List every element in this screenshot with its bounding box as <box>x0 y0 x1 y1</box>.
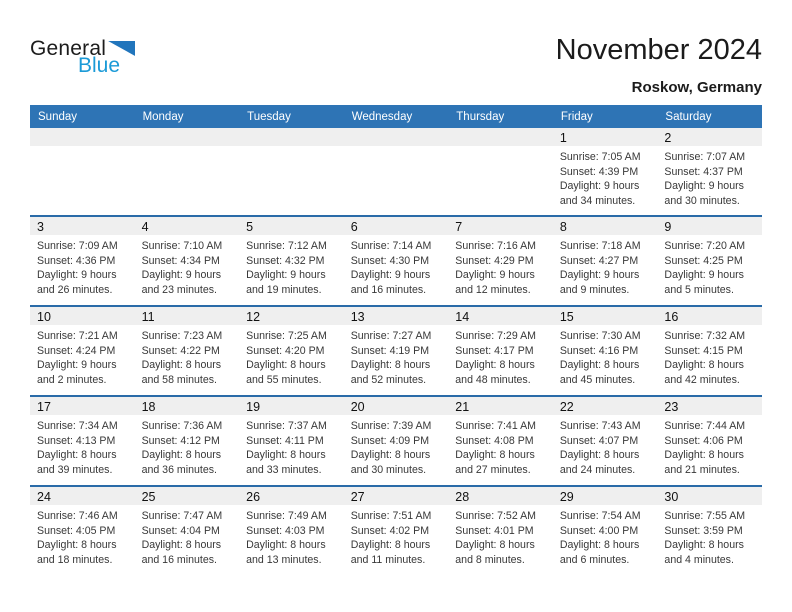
sunrise-text: Sunrise: 7:47 AM <box>141 510 223 522</box>
sunset-text: Sunset: 4:24 PM <box>37 344 116 357</box>
date-number: 9 <box>664 220 672 234</box>
date-band <box>657 128 762 146</box>
daylight-text: Daylight: 8 hours and 48 minutes. <box>455 359 535 386</box>
sunrise-text: Sunrise: 7:39 AM <box>350 420 432 432</box>
sunrise-text: Sunrise: 7:32 AM <box>664 330 746 342</box>
sunrise-text: Sunrise: 7:23 AM <box>141 330 223 342</box>
date-number: 8 <box>559 220 567 234</box>
day-details <box>239 325 344 387</box>
date-number: 13 <box>350 310 365 324</box>
date-number: 17 <box>37 400 51 414</box>
date-number: 6 <box>350 220 358 234</box>
daylight-text: Daylight: 8 hours and 27 minutes. <box>455 449 535 476</box>
day-cell-28 <box>448 487 553 575</box>
date-band <box>448 128 553 146</box>
sunset-text: Sunset: 4:01 PM <box>455 524 534 537</box>
page-title: November 2024 <box>555 34 762 66</box>
sunset-text: Sunset: 4:16 PM <box>559 344 639 357</box>
day-details <box>553 415 658 477</box>
day-details <box>344 235 449 297</box>
date-band <box>553 397 658 415</box>
daylight-text: Daylight: 9 hours and 23 minutes. <box>141 269 222 296</box>
date-number: 20 <box>350 400 365 414</box>
sunset-text: Sunset: 4:22 PM <box>141 344 220 357</box>
day-details <box>135 235 240 297</box>
sunrise-text: Sunrise: 7:05 AM <box>559 151 641 163</box>
day-details <box>553 235 658 297</box>
sunset-text: Sunset: 4:02 PM <box>350 524 430 537</box>
day-cell-1 <box>553 128 658 215</box>
sunset-text: Sunset: 4:05 PM <box>37 524 116 537</box>
daylight-text: Daylight: 8 hours and 36 minutes. <box>141 449 222 476</box>
sunrise-text: Sunrise: 7:43 AM <box>559 420 641 432</box>
day-cell-9 <box>657 217 762 305</box>
date-band <box>448 487 553 505</box>
day-cell-4 <box>135 217 240 305</box>
date-band <box>448 397 553 415</box>
day-cell-15 <box>553 307 658 395</box>
daylight-text: Daylight: 8 hours and 8 minutes. <box>455 539 535 566</box>
weeks-container <box>30 128 762 575</box>
day-cell-empty <box>448 128 553 215</box>
week-row-2 <box>30 215 762 305</box>
weekday-header-saturday: Saturday <box>665 110 712 123</box>
daylight-text: Daylight: 8 hours and 58 minutes. <box>141 359 222 386</box>
day-cell-18 <box>135 397 240 485</box>
date-number: 16 <box>664 310 679 324</box>
date-band <box>657 217 762 235</box>
sunset-text: Sunset: 4:07 PM <box>559 434 639 447</box>
date-number: 27 <box>350 490 365 504</box>
sunrise-text: Sunrise: 7:36 AM <box>141 420 223 432</box>
day-details <box>553 325 658 387</box>
date-number: 28 <box>455 490 470 504</box>
day-details <box>657 325 762 387</box>
week-row-4 <box>30 395 762 485</box>
day-details <box>657 505 762 567</box>
day-details <box>344 415 449 477</box>
sunset-text: Sunset: 4:29 PM <box>455 254 534 267</box>
daylight-text: Daylight: 8 hours and 30 minutes. <box>350 449 431 476</box>
date-band <box>657 307 762 325</box>
day-cell-25 <box>135 487 240 575</box>
day-cell-2 <box>657 128 762 215</box>
sunset-text: Sunset: 4:39 PM <box>559 165 639 178</box>
sunrise-text: Sunrise: 7:20 AM <box>664 240 746 252</box>
date-band <box>135 217 240 235</box>
sunset-text: Sunset: 4:06 PM <box>664 434 743 447</box>
sunrise-text: Sunrise: 7:07 AM <box>664 151 746 163</box>
logo-text-blue: Blue <box>78 54 121 77</box>
sunrise-text: Sunrise: 7:44 AM <box>664 420 746 432</box>
day-details <box>30 325 135 387</box>
date-number: 18 <box>141 400 156 414</box>
daylight-text: Daylight: 9 hours and 5 minutes. <box>664 269 744 296</box>
calendar-grid <box>30 105 762 575</box>
day-cell-26 <box>239 487 344 575</box>
title-block <box>556 34 762 96</box>
day-cell-13 <box>344 307 449 395</box>
day-details <box>553 146 658 208</box>
date-band <box>344 487 449 505</box>
sunrise-text: Sunrise: 7:52 AM <box>455 510 536 522</box>
sunset-text: Sunset: 4:36 PM <box>37 254 116 267</box>
date-band <box>30 307 135 325</box>
sunrise-text: Sunrise: 7:41 AM <box>455 420 536 432</box>
daylight-text: Daylight: 8 hours and 16 minutes. <box>141 539 222 566</box>
day-details <box>448 415 553 477</box>
sunrise-text: Sunrise: 7:34 AM <box>37 420 118 432</box>
day-cell-empty <box>135 128 240 215</box>
date-number: 25 <box>141 490 156 504</box>
sunrise-text: Sunrise: 7:18 AM <box>559 240 641 252</box>
date-number: 30 <box>664 490 679 504</box>
sunset-text: Sunset: 4:32 PM <box>246 254 325 267</box>
day-cell-7 <box>448 217 553 305</box>
day-cell-10 <box>30 307 135 395</box>
day-details <box>448 505 553 567</box>
weekday-header-thursday: Thursday <box>456 110 505 123</box>
date-band <box>657 487 762 505</box>
date-number: 12 <box>246 310 261 324</box>
day-cell-empty <box>239 128 344 215</box>
sunset-text: Sunset: 4:04 PM <box>141 524 220 537</box>
daylight-text: Daylight: 9 hours and 34 minutes. <box>559 180 640 207</box>
sunrise-text: Sunrise: 7:54 AM <box>559 510 641 522</box>
date-band <box>135 487 240 505</box>
date-band <box>239 397 344 415</box>
day-details <box>239 415 344 477</box>
day-cell-17 <box>30 397 135 485</box>
date-number: 22 <box>559 400 574 414</box>
day-cell-6 <box>344 217 449 305</box>
day-cell-27 <box>344 487 449 575</box>
sunset-text: Sunset: 4:03 PM <box>246 524 325 537</box>
day-details <box>30 505 135 567</box>
sunrise-text: Sunrise: 7:12 AM <box>246 240 327 252</box>
daylight-text: Daylight: 8 hours and 55 minutes. <box>246 359 326 386</box>
date-number: 3 <box>37 220 44 234</box>
daylight-text: Daylight: 8 hours and 33 minutes. <box>246 449 326 476</box>
daylight-text: Daylight: 9 hours and 26 minutes. <box>37 269 117 296</box>
location-subtitle: Roskow, Germany <box>631 79 762 96</box>
day-cell-30 <box>657 487 762 575</box>
date-number: 26 <box>246 490 261 504</box>
weekday-header-wednesday: Wednesday <box>351 110 413 123</box>
sunrise-text: Sunrise: 7:27 AM <box>350 330 432 342</box>
date-band <box>553 128 658 146</box>
sunset-text: Sunset: 4:12 PM <box>141 434 220 447</box>
sunrise-text: Sunrise: 7:30 AM <box>559 330 641 342</box>
date-band <box>344 397 449 415</box>
date-number: 19 <box>246 400 261 414</box>
day-cell-16 <box>657 307 762 395</box>
date-band <box>135 307 240 325</box>
date-band <box>239 487 344 505</box>
date-number: 14 <box>455 310 470 324</box>
daylight-text: Daylight: 8 hours and 6 minutes. <box>559 539 640 566</box>
daylight-text: Daylight: 8 hours and 21 minutes. <box>664 449 744 476</box>
daylight-text: Daylight: 9 hours and 12 minutes. <box>455 269 535 296</box>
day-details <box>657 235 762 297</box>
date-number: 7 <box>455 220 463 234</box>
date-band <box>30 128 135 146</box>
sunset-text: Sunset: 4:17 PM <box>455 344 534 357</box>
date-number: 10 <box>37 310 51 324</box>
sunset-text: Sunset: 4:19 PM <box>350 344 430 357</box>
day-cell-21 <box>448 397 553 485</box>
sunrise-text: Sunrise: 7:29 AM <box>455 330 536 342</box>
daylight-text: Daylight: 9 hours and 2 minutes. <box>37 359 117 386</box>
daylight-text: Daylight: 8 hours and 42 minutes. <box>664 359 744 386</box>
date-number: 29 <box>559 490 574 504</box>
sunrise-text: Sunrise: 7:16 AM <box>455 240 536 252</box>
date-band <box>448 307 553 325</box>
date-number: 11 <box>141 310 155 324</box>
date-band <box>30 217 135 235</box>
date-band <box>553 217 658 235</box>
weekday-header-friday: Friday <box>560 110 593 123</box>
general-blue-logo <box>30 38 150 75</box>
daylight-text: Daylight: 9 hours and 16 minutes. <box>350 269 431 296</box>
day-details <box>344 325 449 387</box>
sunset-text: Sunset: 4:30 PM <box>350 254 430 267</box>
sunset-text: Sunset: 4:25 PM <box>664 254 743 267</box>
weekday-header-tuesday: Tuesday <box>247 110 291 123</box>
sunrise-text: Sunrise: 7:14 AM <box>350 240 432 252</box>
date-number: 5 <box>246 220 254 234</box>
weekday-header-monday: Monday <box>142 110 184 123</box>
date-number: 24 <box>37 490 51 504</box>
daylight-text: Daylight: 8 hours and 24 minutes. <box>559 449 640 476</box>
date-band <box>239 307 344 325</box>
sunset-text: Sunset: 4:27 PM <box>559 254 639 267</box>
sunset-text: Sunset: 4:37 PM <box>664 165 743 178</box>
day-cell-5 <box>239 217 344 305</box>
day-details <box>553 505 658 567</box>
day-details <box>135 415 240 477</box>
sunrise-text: Sunrise: 7:51 AM <box>350 510 432 522</box>
sunset-text: Sunset: 4:20 PM <box>246 344 325 357</box>
daylight-text: Daylight: 8 hours and 11 minutes. <box>350 539 431 566</box>
date-band <box>553 307 658 325</box>
date-band <box>239 128 344 146</box>
day-cell-8 <box>553 217 658 305</box>
day-cell-empty <box>30 128 135 215</box>
daylight-text: Daylight: 8 hours and 39 minutes. <box>37 449 117 476</box>
date-band <box>657 397 762 415</box>
daylight-text: Daylight: 8 hours and 45 minutes. <box>559 359 640 386</box>
day-cell-24 <box>30 487 135 575</box>
date-band <box>30 487 135 505</box>
date-band <box>553 487 658 505</box>
sunrise-text: Sunrise: 7:09 AM <box>37 240 118 252</box>
date-band <box>135 128 240 146</box>
weekday-header-sunday: Sunday <box>38 110 78 123</box>
sunrise-text: Sunrise: 7:46 AM <box>37 510 118 522</box>
sunrise-text: Sunrise: 7:55 AM <box>664 510 746 522</box>
date-number: 23 <box>664 400 679 414</box>
sunrise-text: Sunrise: 7:37 AM <box>246 420 327 432</box>
date-number: 21 <box>455 400 470 414</box>
daylight-text: Daylight: 9 hours and 30 minutes. <box>664 180 744 207</box>
day-cell-22 <box>553 397 658 485</box>
day-details <box>448 235 553 297</box>
day-details <box>135 505 240 567</box>
day-cell-11 <box>135 307 240 395</box>
daylight-text: Daylight: 9 hours and 19 minutes. <box>246 269 326 296</box>
sunrise-text: Sunrise: 7:25 AM <box>246 330 327 342</box>
day-details <box>30 235 135 297</box>
date-band <box>344 307 449 325</box>
logo-text-general: General <box>30 37 107 60</box>
date-number: 4 <box>141 220 149 234</box>
sunset-text: Sunset: 4:08 PM <box>455 434 534 447</box>
sunset-text: Sunset: 4:34 PM <box>141 254 220 267</box>
sunrise-text: Sunrise: 7:10 AM <box>141 240 223 252</box>
date-band <box>344 217 449 235</box>
day-cell-29 <box>553 487 658 575</box>
daylight-text: Daylight: 8 hours and 13 minutes. <box>246 539 326 566</box>
sunset-text: Sunset: 4:15 PM <box>664 344 743 357</box>
daylight-text: Daylight: 8 hours and 52 minutes. <box>350 359 431 386</box>
weekday-header-row <box>30 105 762 128</box>
date-number: 2 <box>664 131 672 145</box>
sunrise-text: Sunrise: 7:49 AM <box>246 510 327 522</box>
date-band <box>30 397 135 415</box>
sunrise-text: Sunrise: 7:21 AM <box>37 330 118 342</box>
week-row-5 <box>30 485 762 575</box>
date-band <box>344 128 449 146</box>
date-band <box>135 397 240 415</box>
day-details <box>657 415 762 477</box>
day-details <box>657 146 762 208</box>
day-cell-19 <box>239 397 344 485</box>
day-details <box>344 505 449 567</box>
sunset-text: Sunset: 4:11 PM <box>246 434 324 447</box>
date-number: 15 <box>559 310 574 324</box>
week-row-1 <box>30 128 762 215</box>
day-details <box>239 505 344 567</box>
day-details <box>135 325 240 387</box>
day-cell-12 <box>239 307 344 395</box>
daylight-text: Daylight: 9 hours and 9 minutes. <box>559 269 640 296</box>
daylight-text: Daylight: 8 hours and 18 minutes. <box>37 539 117 566</box>
daylight-text: Daylight: 8 hours and 4 minutes. <box>664 539 744 566</box>
date-number: 1 <box>559 131 567 145</box>
sunset-text: Sunset: 4:09 PM <box>350 434 430 447</box>
week-row-3 <box>30 305 762 395</box>
day-details <box>239 235 344 297</box>
date-band <box>239 217 344 235</box>
day-details <box>448 325 553 387</box>
day-cell-14 <box>448 307 553 395</box>
day-cell-20 <box>344 397 449 485</box>
sunset-text: Sunset: 4:13 PM <box>37 434 116 447</box>
day-cell-empty <box>344 128 449 215</box>
sunset-text: Sunset: 3:59 PM <box>664 524 743 537</box>
day-details <box>30 415 135 477</box>
sunset-text: Sunset: 4:00 PM <box>559 524 639 537</box>
day-cell-3 <box>30 217 135 305</box>
date-band <box>448 217 553 235</box>
day-cell-23 <box>657 397 762 485</box>
